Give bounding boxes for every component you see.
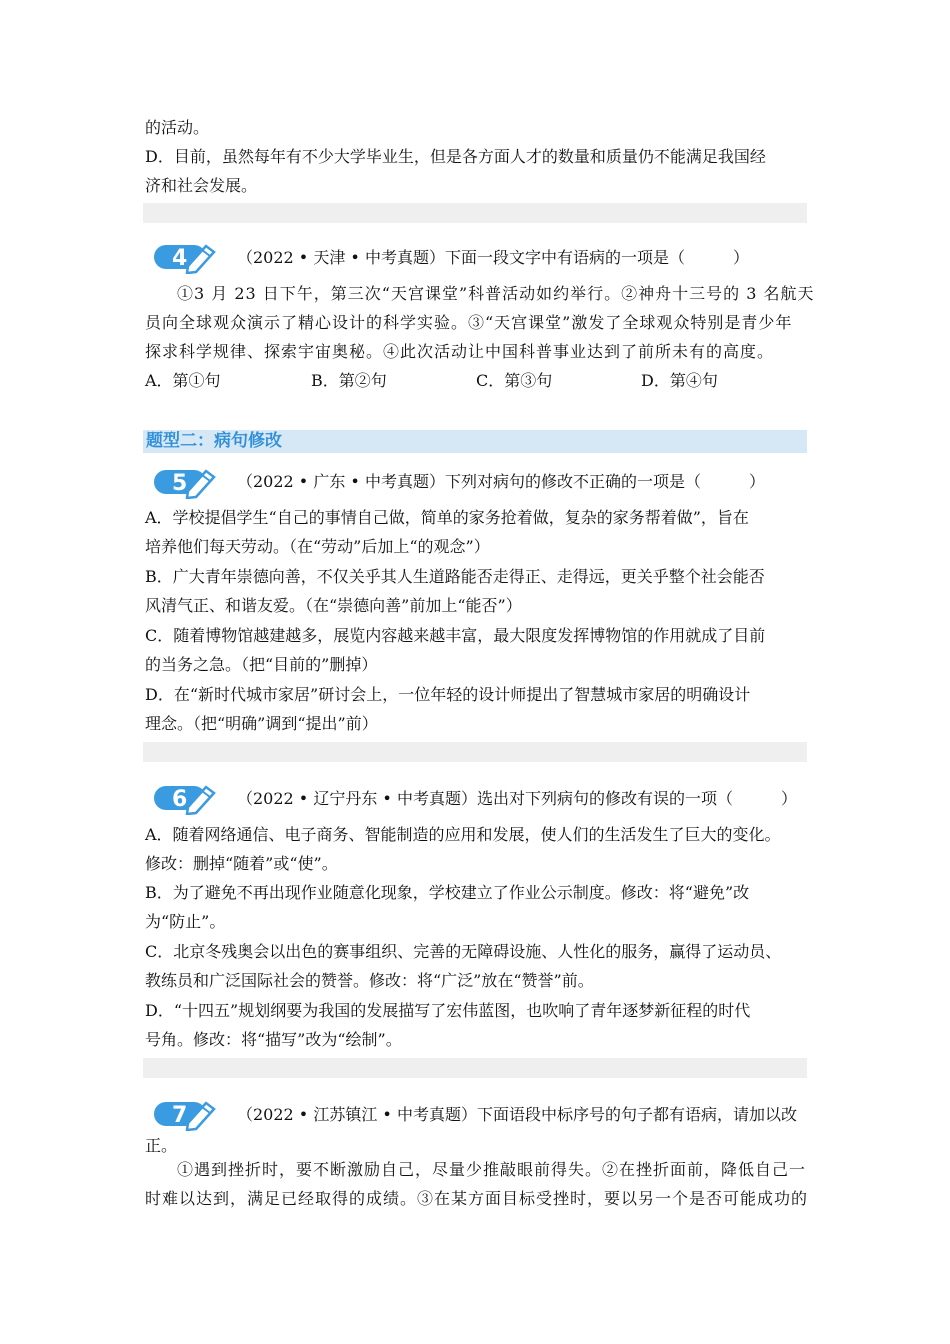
divider-bar [143, 203, 807, 223]
option-line: B．为了避免不再出现作业随意化现象，学校建立了作业公示制度。修改：将“避免”改 [145, 883, 750, 902]
option-line: 号角。修改：将“描写”改为“绘制”。 [145, 1030, 402, 1049]
question-badge-icon [152, 781, 218, 815]
passage-line: 员向全球观众演示了精心设计的科学实验。③“天宫课堂”激发了全球观众特别是青少年 [145, 313, 793, 332]
option-line: 理念。（把“明确”调到“提出”前） [145, 714, 378, 733]
question-header: （2022 • 天津 • 中考真题）下面一段文字中有语病的一项是（ ） [237, 248, 749, 267]
intro-option-d-cont: 济和社会发展。 [145, 176, 258, 195]
question-header-cont: 正。 [145, 1136, 178, 1155]
option-line: 修改：删掉“随着”或“使”。 [145, 854, 338, 873]
passage-line: ①遇到挫折时，要不断激励自己，尽量少推敲眼前得失。②在挫折面前，降低自己一 [177, 1160, 807, 1179]
question-badge-icon [152, 465, 218, 499]
question-number: 7 [172, 1103, 188, 1128]
option-line: D．“十四五”规划纲要为我国的发展描写了宏伟蓝图，也吹响了青年逐梦新征程的时代 [145, 1001, 751, 1020]
question-number: 6 [172, 787, 188, 812]
divider-bar [143, 742, 807, 762]
question-number: 4 [172, 246, 188, 271]
divider-bar [143, 1058, 807, 1078]
option-line: 教练员和广泛国际社会的赞誉。修改：将“广泛”放在“赞誉”前。 [145, 971, 594, 990]
passage-line: 探求科学规律、探索宇宙奥秘。④此次活动让中国科普事业达到了前所未有的高度。 [145, 342, 775, 361]
option-line: A．学校提倡学生“自己的事情自己做，简单的家务抢着做，复杂的家务帮着做”，旨在 [145, 508, 749, 527]
option-d: D．第④句 [641, 371, 718, 390]
passage-line: ①3 月 23 日下午，第三次“天宫课堂”科普活动如约举行。②神舟十三号的 3 名航天 [177, 284, 815, 303]
option-line: B．广大青年崇德向善，不仅关乎其人生道路能否走得正、走得远，更关乎整个社会能否 [145, 567, 765, 586]
question-header: （2022 • 广东 • 中考真题）下列对病句的修改不正确的一项是（ ） [237, 472, 765, 491]
question-header: （2022 • 辽宁丹东 • 中考真题）选出对下列病句的修改有误的一项（ ） [237, 789, 797, 808]
intro-option-d: D．目前，虽然每年有不少大学毕业生，但是各方面人才的数量和质量仍不能满足我国经 [145, 147, 766, 166]
option-a: A．第①句 [145, 371, 221, 390]
option-line: A．随着网络通信、电子商务、智能制造的应用和发展，使人们的生活发生了巨大的变化。 [145, 825, 781, 844]
question-badge-icon [152, 1097, 218, 1131]
option-c: C．第③句 [476, 371, 553, 390]
question-number: 5 [172, 471, 188, 496]
intro-line: 的活动。 [145, 118, 210, 137]
option-line: C．北京冬残奥会以出色的赛事组织、完善的无障碍设施、人性化的服务，赢得了运动员、 [145, 942, 782, 961]
option-line: 培养他们每天劳动。（在“劳动”后加上“的观念”） [145, 537, 490, 556]
option-line: D．在“新时代城市家居”研讨会上，一位年轻的设计师提出了智慧城市家居的明确设计 [145, 685, 751, 704]
section-heading: 题型二：病句修改 [146, 431, 282, 451]
option-line: C．随着博物馆越建越多，展览内容越来越丰富，最大限度发挥博物馆的作用就成了目前 [145, 626, 766, 645]
option-line: 为“防止”。 [145, 912, 226, 931]
question-badge-icon [152, 240, 218, 274]
option-line: 的当务之急。（把“目前的”删掉） [145, 655, 378, 674]
question-header: （2022 • 江苏镇江 • 中考真题）下面语段中标序号的句子都有语病，请加以改 [237, 1105, 797, 1124]
option-b: B．第②句 [311, 371, 387, 390]
option-line: 风清气正、和谐友爱。（在“崇德向善”前加上“能否”） [145, 596, 522, 615]
passage-line: 时难以达到，满足已经取得的成绩。③在某方面目标受挫时，要以另一个是否可能成功的 [145, 1189, 809, 1208]
